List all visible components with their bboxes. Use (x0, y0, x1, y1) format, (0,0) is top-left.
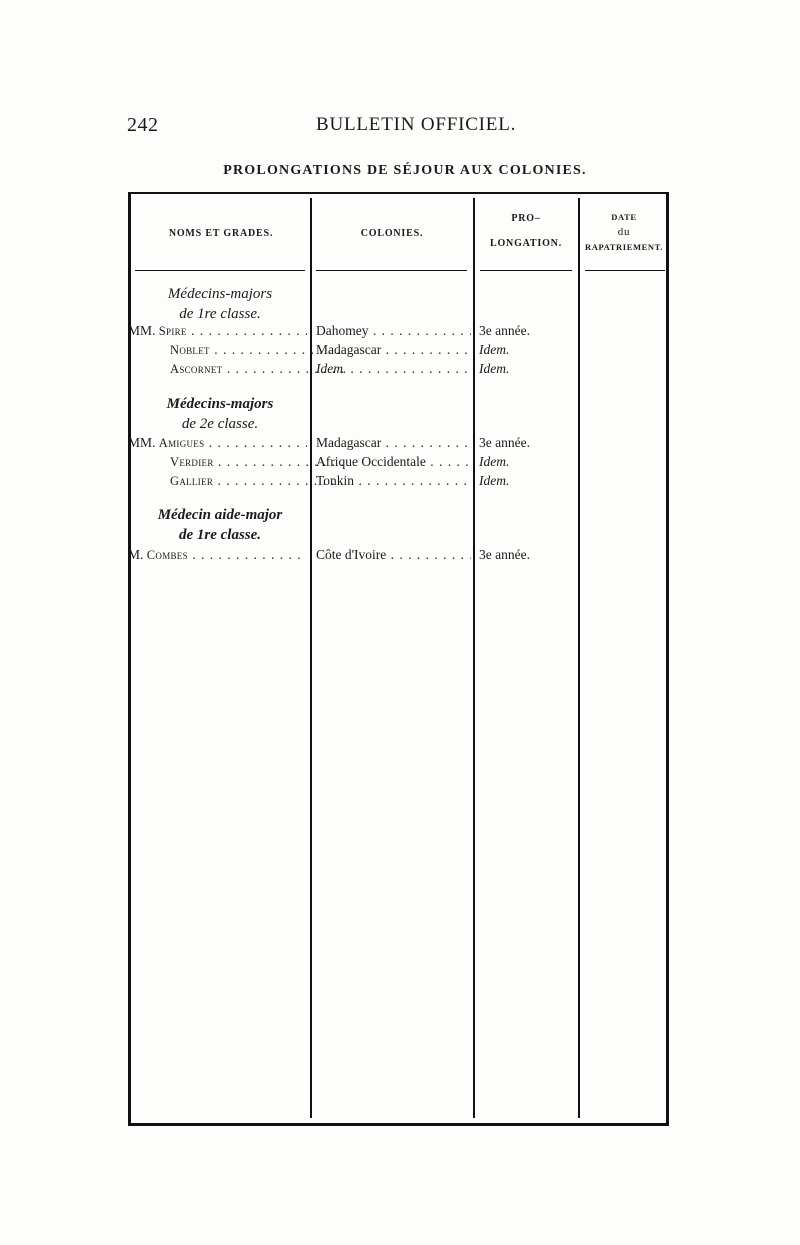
table-row-name (134, 452, 343, 471)
row-name: Combes (146, 548, 188, 562)
table-row-colony (316, 545, 471, 564)
column-header-date-2: du (617, 226, 631, 238)
row-prolongation: 3e année. (479, 323, 530, 338)
row-name: Gallier (170, 474, 214, 488)
row-prolongation: Idem. (479, 473, 510, 488)
row-name: Spire (158, 324, 187, 338)
row-prefix: MM. (128, 323, 156, 338)
row-name: Noblet (170, 343, 210, 357)
row-prolongation: 3e année. (479, 547, 530, 562)
column-header-prolongation-1: PRO– (511, 213, 541, 224)
table-row-colony (316, 340, 471, 359)
table-row-name (128, 321, 307, 340)
row-colony: Idem. (316, 361, 347, 376)
table-row-colony (316, 359, 471, 378)
group-title: Médecin aide-major (157, 507, 283, 523)
row-prolongation: Idem. (479, 454, 510, 469)
column-rule (473, 198, 475, 1118)
running-title: BULLETIN OFFICIEL. (316, 114, 517, 135)
column-header-prolongation-2: LONGATION. (490, 238, 562, 249)
header-rule (316, 270, 467, 271)
table-row-name (134, 471, 343, 490)
table-title: PROLONGATIONS DE SÉJOUR AUX COLONIES. (223, 163, 587, 178)
column-header-date-3: RAPATRIEMENT. (585, 242, 663, 252)
page-number: 242 (127, 114, 159, 136)
row-prefix: MM. (128, 435, 156, 450)
table-row-colony (316, 433, 471, 452)
row-prolongation: Idem. (479, 342, 510, 357)
row-colony: Dahomey (316, 323, 369, 338)
column-rule (310, 198, 312, 1118)
header-rule (480, 270, 572, 271)
header-rule (135, 270, 305, 271)
row-prefix: M. (128, 547, 144, 562)
table-row-name (128, 545, 307, 564)
row-name: Verdier (170, 455, 214, 469)
group-subtitle: de 1re classe. (178, 527, 262, 543)
column-header-date-1: DATE (611, 212, 637, 222)
table-row-colony (316, 321, 471, 340)
row-name: Ascornet (170, 362, 223, 376)
row-colony: Madagascar (316, 342, 382, 357)
header-rule (585, 270, 665, 271)
table-row-colony (316, 471, 471, 490)
column-header-colonies: COLONIES. (360, 228, 424, 239)
group-title: Médecins-majors (167, 286, 273, 302)
row-name: Amigues (158, 436, 205, 450)
row-prolongation: Idem. (479, 361, 510, 376)
group-subtitle: de 1re classe. (179, 306, 261, 322)
column-rule (578, 198, 580, 1118)
row-prolongation: 3e année. (479, 435, 530, 450)
row-colony: Madagascar (316, 435, 382, 450)
table-row-colony (316, 452, 471, 471)
group-subtitle: de 2e classe. (181, 416, 259, 432)
row-colony: Côte d'Ivoire (316, 547, 387, 562)
row-colony: Afrique Occidentale (316, 454, 426, 469)
group-title: Médecins-majors (166, 396, 274, 412)
row-colony: Tonkin (316, 473, 355, 488)
table-row-name (128, 433, 307, 452)
column-header-names: NOMS ET GRADES. (168, 228, 274, 239)
table-row-name (134, 359, 343, 378)
table-row-name (134, 340, 343, 359)
